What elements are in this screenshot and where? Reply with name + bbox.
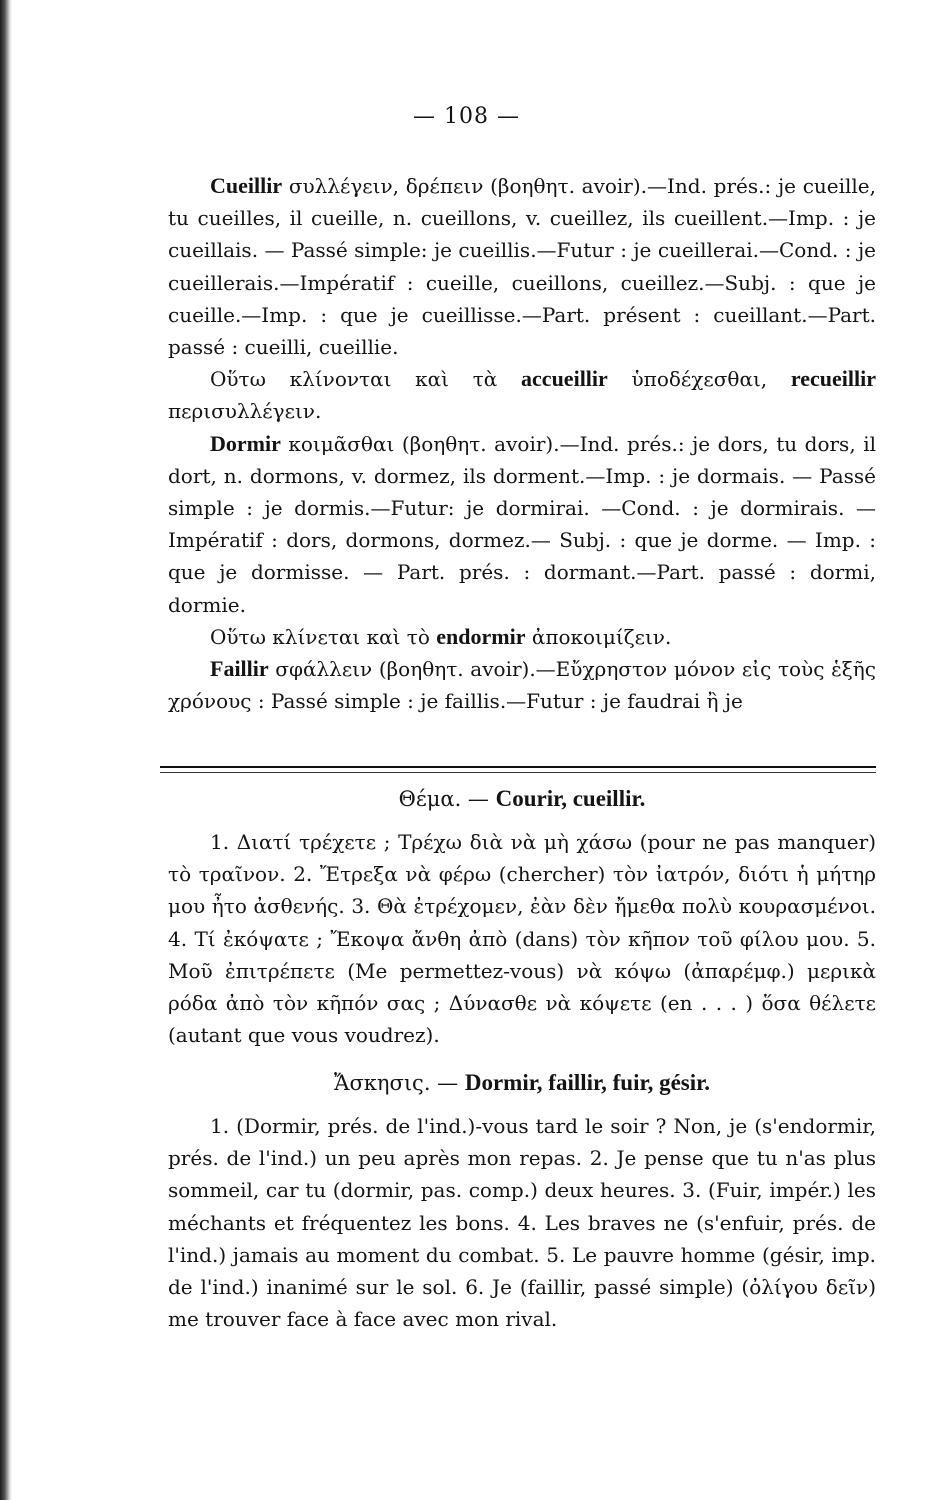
outo2-prefix: Οὕτω κλίνεται καὶ τὸ: [210, 624, 437, 649]
accueillir-gloss: ὑποδέχεσθαι,: [607, 367, 791, 392]
page-number: — 108 —: [413, 104, 520, 129]
section-divider: [160, 766, 876, 768]
theme-section: [168, 826, 876, 1051]
scanned-page-edge: [0, 0, 12, 1500]
paragraph-endormir: [168, 621, 876, 653]
verb-dormir: Dormir: [210, 430, 281, 456]
verb-cueillir: Cueillir: [210, 173, 283, 198]
theme-label: Θέμα. —: [398, 787, 496, 811]
exercise-title: Dormir, faillir, fuir, gésir.: [464, 1070, 710, 1095]
exercise-heading: [168, 1070, 876, 1096]
verb-faillir: Faillir: [210, 656, 269, 682]
exercise-text: 1. (Dormir, prés. de l'ind.)-vous tard le soir ? Non, je (s'endormir, prés. de l'ind.) un peu après mon repas. 2. Je pense que tu n'as plus sommeil, car tu (dormir, pas. comp.) deux heures. 3. (Fuir, impér.) les méchants et fréquentez les bons. 4. Les braves ne (s'enfuir, prés. de l'ind.) jamais au moment du combat. 5. Le pauvre homme (gésir, imp. de l'ind.) inanimé sur le sol. 6. Je (faillir, passé simple) (ὀλίγου δεῖν) me trouver face à face avec mon rival.: [168, 1114, 876, 1332]
conjugation-section: [168, 170, 876, 717]
outo-prefix: Οὕτω κλίνονται καὶ τὰ: [210, 367, 522, 392]
paragraph-dormir: [168, 428, 876, 621]
faillir-conjugation: σφάλλειν (βοηθητ. avoir).—Εὔχρηστον μόνον εἰς τοὺς ἑξῆς χρόνους : Passé simple : je faillis.—Futur : je faudrai ἢ je: [168, 657, 876, 714]
theme-title: Courir, cueillir.: [495, 786, 646, 811]
verb-endormir: endormir: [436, 623, 526, 649]
recueillir-gloss: περισυλλέγειν.: [168, 399, 322, 424]
endormir-gloss: ἀποκοιμίζειν.: [525, 624, 672, 649]
section-divider-thin: [160, 772, 876, 773]
exercise-label: Ἄσκησις. —: [334, 1071, 465, 1095]
exercise-section: [168, 1110, 876, 1335]
dormir-conjugation: κοιμᾶσθαι (βοηθητ. avoir).—Ind. prés.: je dors, tu dors, il dort, n. dormons, v. dormez, ils dorment.—Imp. : je dormais. — Passé simple : je dormis.—Futur: je dormirai. —Cond. : je dormirais. — Impératif : dors, dormons, dormez.— Subj. : que je dorme. — Imp. : que je dormisse. — Part. prés. : dormant.—Part. passé : dormi, dormie.: [168, 431, 876, 617]
paragraph-cueillir: [168, 170, 876, 363]
cueillir-conjugation: συλλέγειν, δρέπειν (βοηθητ. avoir).—Ind. prés.: je cueille, tu cueilles, il cueille, n. cueillons, v. cueillez, ils cueillent.—Imp. : je cueillais. — Passé simple: je cueillis.—Futur : je cueillerai.—Cond. : je cueillerais.—Impératif : cueille, cueillons, cueillez.—Subj. : que je cueille.—Imp. : que je cueillisse.—Part. présent : cueillant.—Part. passé : cueilli, cueillie.: [168, 174, 876, 360]
paragraph-accueillir: [168, 363, 876, 427]
paragraph-faillir: [168, 653, 876, 717]
theme-text: 1. Διατί τρέχετε ; Τρέχω διὰ νὰ μὴ χάσω (pour ne pas manquer) τὸ τραῖνον. 2. Ἔτρεξα νὰ φέρω (chercher) τὸν ἰατρόν, διότι ἡ μήτηρ μου ἦτο ἀσθενής. 3. Θὰ ἐτρέχομεν, ἐὰν δὲν ἤμεθα πολὺ κουρασμένοι. 4. Τί ἐκόψατε ; Ἔκοψα ἄνθη ἀπὸ (dans) τὸν κῆπον τοῦ φίλου μου. 5. Μοῦ ἐπιτρέπετε (Me permettez-vous) νὰ κόψω (ἀπαρέμφ.) μερικὰ ρόδα ἀπὸ τὸν κῆπόν σας ; Δύνασθε νὰ κόψετε (en . . . ) ὅσα θέλετε (autant que vous voudrez).: [168, 830, 876, 1048]
verb-accueillir: accueillir: [521, 366, 608, 392]
theme-heading: [168, 786, 876, 812]
verb-recueillir: recueillir: [790, 366, 877, 392]
